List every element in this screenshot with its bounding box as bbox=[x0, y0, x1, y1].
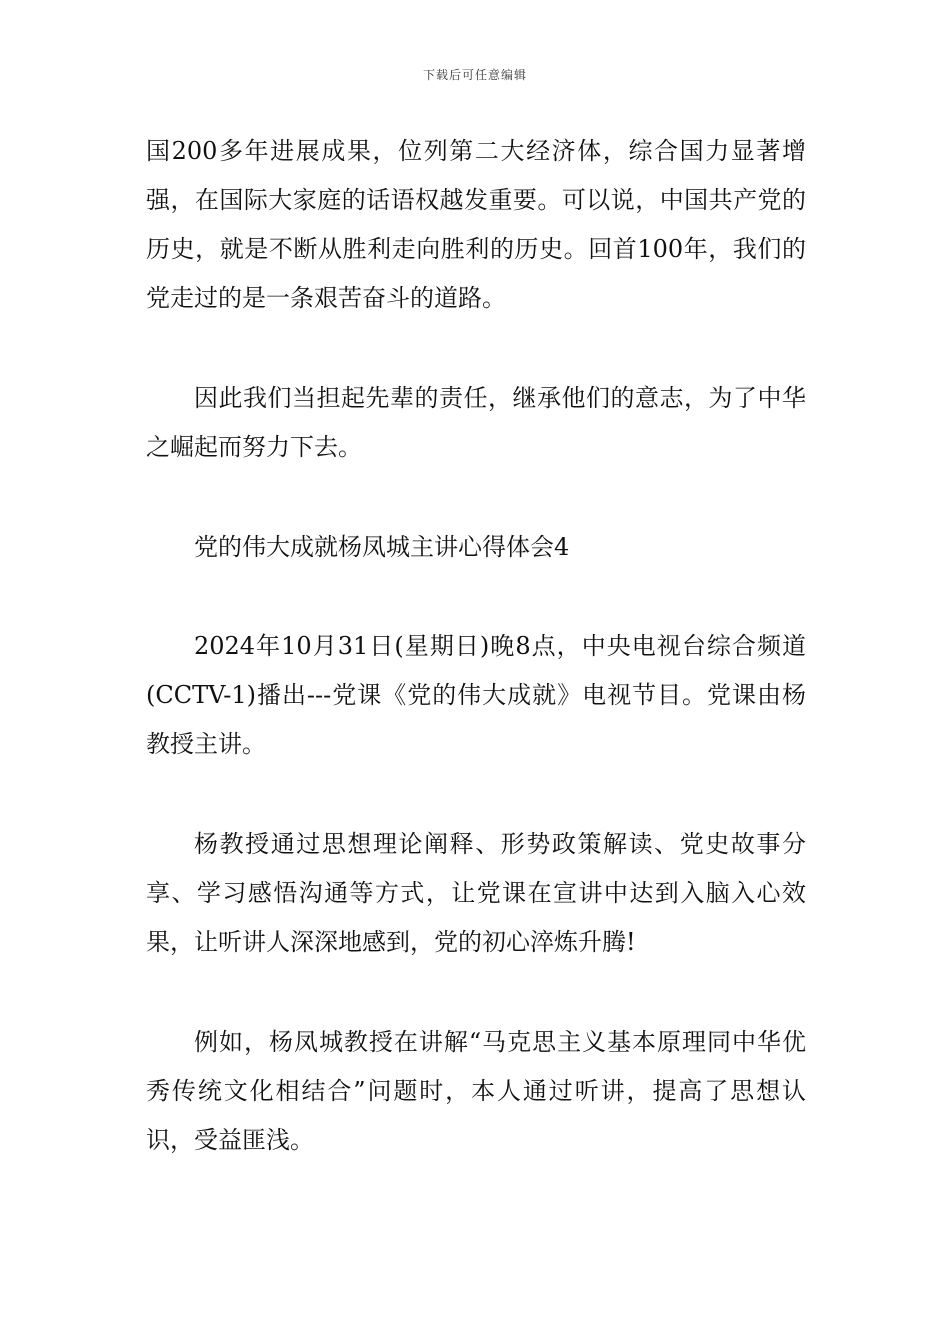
header-note: 下载后可任意编辑 bbox=[422, 68, 527, 82]
paragraph-5: 例如，杨凤城教授在讲解“马克思主义基本原理同中华优秀传统文化相结合”问题时，本人通过听讲，提高了思想认识，受益匪浅。 bbox=[146, 1028, 806, 1154]
section-heading: 党的伟大成就杨凤城主讲心得体会4 bbox=[194, 533, 570, 561]
paragraph-1-block bbox=[146, 127, 806, 323]
paragraph-3-block bbox=[146, 622, 806, 769]
paragraph-1: 国200多年进展成果，位列第二大经济体，综合国力显著增强，在国际大家庭的话语权越发重要。可以说，中国共产党的历史，就是不断从胜利走向胜利的历史。回首100年，我们的党走过的是一条艰苦奋斗的道路。 bbox=[146, 137, 806, 312]
section-heading-block bbox=[146, 523, 806, 572]
paragraph-5-block bbox=[146, 1018, 806, 1165]
paragraph-2-block bbox=[146, 374, 806, 472]
paragraph-4: 杨教授通过思想理论阐释、形势政策解读、党史故事分享、学习感悟沟通等方式，让党课在宣讲中达到入脑入心效果，让听讲人深深地感到，党的初心淬炼升腾! bbox=[146, 830, 806, 956]
paragraph-3: 2024年10月31日(星期日)晚8点，中央电视台综合频道(CCTV-1)播出---党课《党的伟大成就》电视节目。党课由杨教授主讲。 bbox=[146, 632, 806, 758]
paragraph-4-block bbox=[146, 820, 806, 967]
paragraph-2: 因此我们当担起先辈的责任，继承他们的意志，为了中华之崛起而努力下去。 bbox=[146, 384, 806, 461]
